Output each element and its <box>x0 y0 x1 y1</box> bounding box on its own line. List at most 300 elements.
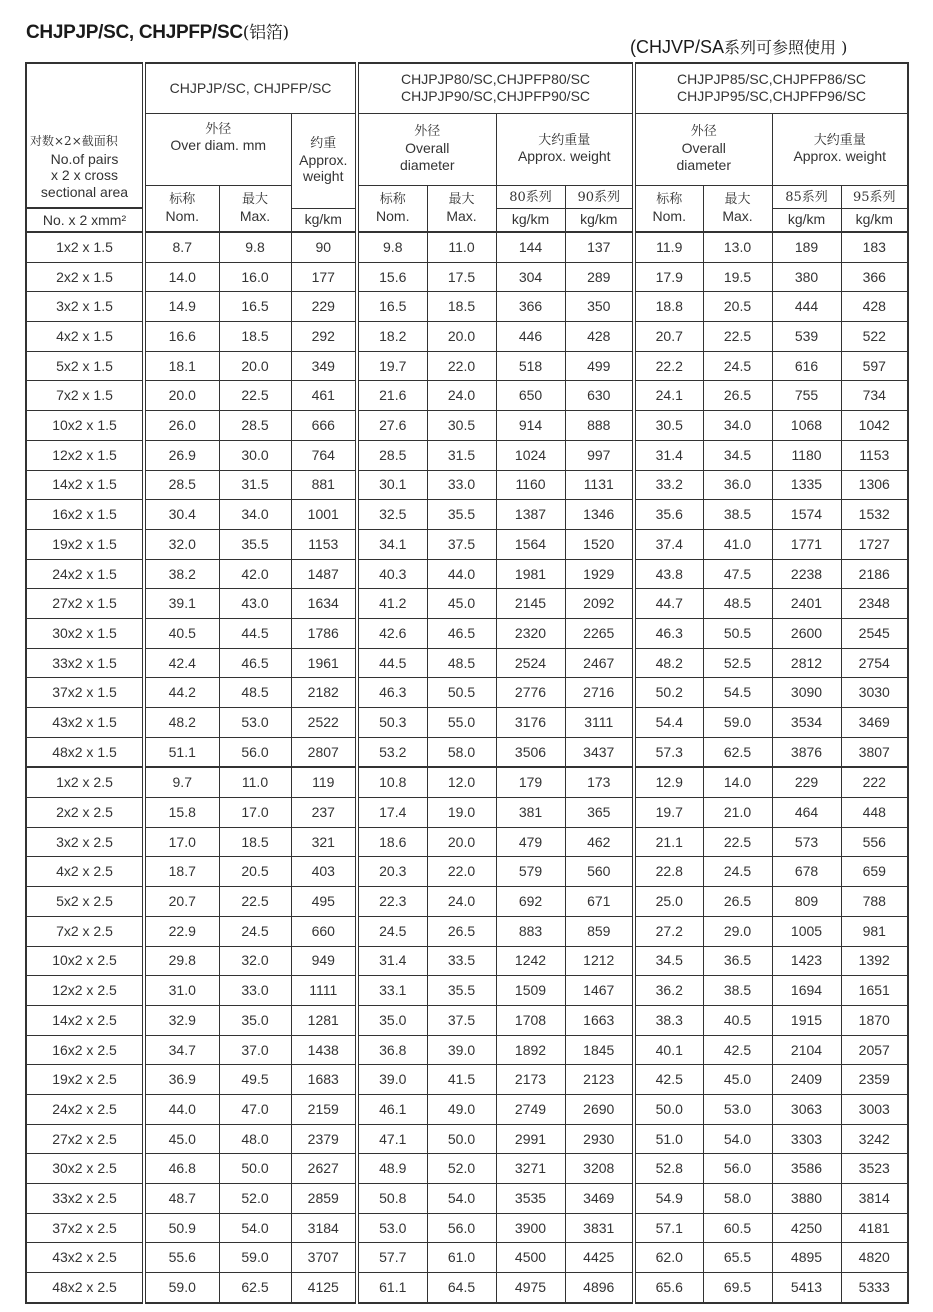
cell-g1-nom: 26.0 <box>144 411 219 441</box>
cell-g3-max: 24.5 <box>703 857 772 887</box>
cell-g3-nom: 50.2 <box>634 678 703 708</box>
cell-g3-nom: 38.3 <box>634 1005 703 1035</box>
cell-g2-w90: 2123 <box>565 1065 634 1095</box>
cell-g3-w95: 1532 <box>841 500 908 530</box>
cell-g1-max: 11.0 <box>219 767 291 797</box>
g2-diam-header <box>357 113 496 185</box>
cell-size: 30x2 x 1.5 <box>26 618 144 648</box>
cell-g3-w95: 4820 <box>841 1243 908 1273</box>
note-suffix: 系列可参照使用 ) <box>724 38 848 57</box>
cell-g3-nom: 40.1 <box>634 1035 703 1065</box>
cell-g2-w90: 3831 <box>565 1213 634 1243</box>
cell-g2-max: 41.5 <box>427 1065 496 1095</box>
cell-g2-nom: 57.7 <box>357 1243 427 1273</box>
cell-g3-w95: 3469 <box>841 708 908 738</box>
cell-g2-max: 55.0 <box>427 708 496 738</box>
cell-g3-w85: 3880 <box>772 1184 841 1214</box>
cell-g3-nom: 11.9 <box>634 232 703 262</box>
table-row <box>26 262 908 292</box>
cell-g3-nom: 21.1 <box>634 827 703 857</box>
table-row <box>26 946 908 976</box>
cell-g3-nom: 24.1 <box>634 381 703 411</box>
cell-g1-max: 53.0 <box>219 708 291 738</box>
cell-g2-nom: 30.1 <box>357 470 427 500</box>
cell-g1-nom: 36.9 <box>144 1065 219 1095</box>
cell-g1-max: 46.5 <box>219 648 291 678</box>
g1-wt-en-2: weight <box>303 168 344 185</box>
cell-size: 2x2 x 2.5 <box>26 798 144 828</box>
cell-g3-max: 26.5 <box>703 381 772 411</box>
cell-g3-w95: 2359 <box>841 1065 908 1095</box>
table-row <box>26 322 908 352</box>
cell-g1-weight: 660 <box>291 916 357 946</box>
cell-g3-w95: 659 <box>841 857 908 887</box>
cell-g1-max: 30.0 <box>219 440 291 470</box>
cell-g2-w90: 3208 <box>565 1154 634 1184</box>
cell-size: 5x2 x 1.5 <box>26 351 144 381</box>
cell-g2-w90: 3437 <box>565 737 634 767</box>
table-row <box>26 1094 908 1124</box>
g2-nom-header <box>357 185 427 232</box>
cell-size: 14x2 x 1.5 <box>26 470 144 500</box>
cell-g3-w95: 734 <box>841 381 908 411</box>
cell-g1-weight: 666 <box>291 411 357 441</box>
s85-label: 85系列 <box>785 189 828 205</box>
g3-nom-en: Nom. <box>652 207 686 224</box>
cell-g3-w95: 597 <box>841 351 908 381</box>
cell-g2-max: 58.0 <box>427 737 496 767</box>
g3-diam-cn: 外径 <box>690 124 717 140</box>
cell-g3-w85: 229 <box>772 767 841 797</box>
cell-g1-weight: 2379 <box>291 1124 357 1154</box>
table-row <box>26 351 908 381</box>
g1-diam-en: Over diam. mm <box>170 137 267 154</box>
g3-nom-header <box>634 185 703 232</box>
cell-g1-nom: 38.2 <box>144 559 219 589</box>
cell-g1-nom: 45.0 <box>144 1124 219 1154</box>
g3-unit-95: kg/km <box>841 208 908 232</box>
cell-g3-max: 26.5 <box>703 887 772 917</box>
cell-g3-nom: 34.5 <box>634 946 703 976</box>
cell-size: 27x2 x 1.5 <box>26 589 144 619</box>
cell-g1-weight: 229 <box>291 292 357 322</box>
cell-g3-max: 41.0 <box>703 529 772 559</box>
table-row <box>26 1243 908 1273</box>
cell-g3-w95: 3523 <box>841 1154 908 1184</box>
cell-g3-max: 38.5 <box>703 976 772 1006</box>
cell-g2-nom: 18.2 <box>357 322 427 352</box>
page-title <box>26 18 289 44</box>
group3-title-line1: CHJPJP85/SC,CHJPFP86/SC <box>676 71 867 88</box>
cell-g1-nom: 16.6 <box>144 322 219 352</box>
cell-g1-max: 9.8 <box>219 232 291 262</box>
cell-g3-max: 58.0 <box>703 1184 772 1214</box>
cell-g3-nom: 51.0 <box>634 1124 703 1154</box>
cell-g2-w80: 179 <box>496 767 565 797</box>
table-row <box>26 470 908 500</box>
cell-size: 43x2 x 1.5 <box>26 708 144 738</box>
cell-g3-max: 45.0 <box>703 1065 772 1095</box>
g3-diam-header <box>634 113 772 185</box>
cell-g2-max: 17.5 <box>427 262 496 292</box>
cell-g3-max: 34.0 <box>703 411 772 441</box>
table-row <box>26 798 908 828</box>
cell-size: 43x2 x 2.5 <box>26 1243 144 1273</box>
cell-g3-w85: 3586 <box>772 1154 841 1184</box>
cell-g2-max: 24.0 <box>427 887 496 917</box>
group2-title-line1: CHJPJP80/SC,CHJPFP80/SC <box>400 71 591 88</box>
cell-g1-max: 48.0 <box>219 1124 291 1154</box>
cell-g1-nom: 26.9 <box>144 440 219 470</box>
cell-size: 4x2 x 2.5 <box>26 857 144 887</box>
cell-g1-max: 34.0 <box>219 500 291 530</box>
cell-g2-w80: 304 <box>496 262 565 292</box>
cell-g1-weight: 764 <box>291 440 357 470</box>
cell-g1-weight: 1001 <box>291 500 357 530</box>
cell-g2-w80: 381 <box>496 798 565 828</box>
cell-g2-max: 46.5 <box>427 618 496 648</box>
cell-g1-weight: 403 <box>291 857 357 887</box>
cell-g3-max: 50.5 <box>703 618 772 648</box>
cell-g2-w90: 499 <box>565 351 634 381</box>
cell-g3-w85: 4895 <box>772 1243 841 1273</box>
cell-g3-nom: 17.9 <box>634 262 703 292</box>
cell-g3-nom: 33.2 <box>634 470 703 500</box>
s80-label: 80系列 <box>509 189 552 205</box>
g2-s80-header <box>496 185 565 208</box>
table-row <box>26 232 908 262</box>
cell-g2-max: 37.5 <box>427 1005 496 1035</box>
cell-size: 14x2 x 2.5 <box>26 1005 144 1035</box>
cell-g3-w95: 788 <box>841 887 908 917</box>
cell-g1-weight: 2627 <box>291 1154 357 1184</box>
cell-g1-weight: 292 <box>291 322 357 352</box>
cell-g2-w90: 4425 <box>565 1243 634 1273</box>
cell-g2-max: 12.0 <box>427 767 496 797</box>
cell-g3-nom: 50.0 <box>634 1094 703 1124</box>
cell-g1-nom: 31.0 <box>144 976 219 1006</box>
cell-g2-w80: 2173 <box>496 1065 565 1095</box>
cell-g2-nom: 50.8 <box>357 1184 427 1214</box>
cell-g1-weight: 237 <box>291 798 357 828</box>
cell-g2-w90: 137 <box>565 232 634 262</box>
cell-g2-w80: 1892 <box>496 1035 565 1065</box>
cell-g1-nom: 9.7 <box>144 767 219 797</box>
cell-g2-w90: 350 <box>565 292 634 322</box>
g3-diam-en-1: Overall <box>681 140 726 156</box>
spec-table <box>25 62 909 1304</box>
cell-g2-max: 20.0 <box>427 827 496 857</box>
cell-g1-nom: 44.2 <box>144 678 219 708</box>
cell-g2-w80: 1160 <box>496 470 565 500</box>
cell-g1-max: 37.0 <box>219 1035 291 1065</box>
cell-g2-max: 18.5 <box>427 292 496 322</box>
cell-g3-w85: 2600 <box>772 618 841 648</box>
cell-size: 16x2 x 1.5 <box>26 500 144 530</box>
table-row <box>26 381 908 411</box>
cell-g1-max: 43.0 <box>219 589 291 619</box>
cell-size: 19x2 x 2.5 <box>26 1065 144 1095</box>
cell-g2-max: 56.0 <box>427 1213 496 1243</box>
cell-size: 24x2 x 1.5 <box>26 559 144 589</box>
cell-g1-max: 50.0 <box>219 1154 291 1184</box>
cell-g3-w95: 4181 <box>841 1213 908 1243</box>
cell-g2-w80: 1242 <box>496 946 565 976</box>
cell-g2-nom: 19.7 <box>357 351 427 381</box>
cell-g3-w95: 522 <box>841 322 908 352</box>
cell-g3-max: 22.5 <box>703 827 772 857</box>
g3-max-header <box>703 185 772 232</box>
g3-wt-cn: 大约重量 <box>813 132 866 148</box>
cell-g1-weight: 881 <box>291 470 357 500</box>
cell-g3-max: 52.5 <box>703 648 772 678</box>
cell-g1-weight: 1683 <box>291 1065 357 1095</box>
cell-g2-max: 37.5 <box>427 529 496 559</box>
cell-g2-max: 24.0 <box>427 381 496 411</box>
table-row <box>26 827 908 857</box>
cell-g1-max: 20.5 <box>219 857 291 887</box>
table-row <box>26 1213 908 1243</box>
cell-g1-weight: 3707 <box>291 1243 357 1273</box>
cell-g1-weight: 461 <box>291 381 357 411</box>
cell-g2-w90: 462 <box>565 827 634 857</box>
cell-g3-max: 14.0 <box>703 767 772 797</box>
g1-wt-en-1: Approx. <box>299 151 348 168</box>
cell-g3-w85: 678 <box>772 857 841 887</box>
cell-g2-w80: 2749 <box>496 1094 565 1124</box>
cell-g3-w95: 2348 <box>841 589 908 619</box>
g2-max-en: Max. <box>446 207 477 224</box>
cell-g3-w85: 1423 <box>772 946 841 976</box>
cell-g1-max: 54.0 <box>219 1213 291 1243</box>
cell-g2-nom: 46.1 <box>357 1094 427 1124</box>
cell-g1-nom: 29.8 <box>144 946 219 976</box>
g3-s85-header <box>772 185 841 208</box>
cell-g2-w90: 1346 <box>565 500 634 530</box>
cell-g3-max: 60.5 <box>703 1213 772 1243</box>
cell-g3-w85: 380 <box>772 262 841 292</box>
cell-g3-w85: 1771 <box>772 529 841 559</box>
cell-g2-max: 50.0 <box>427 1124 496 1154</box>
cell-g3-nom: 62.0 <box>634 1243 703 1273</box>
cell-g1-weight: 90 <box>291 232 357 262</box>
cell-g2-nom: 42.6 <box>357 618 427 648</box>
cell-g2-nom: 40.3 <box>357 559 427 589</box>
cell-g1-max: 49.5 <box>219 1065 291 1095</box>
cell-g3-w95: 2186 <box>841 559 908 589</box>
cell-g1-weight: 4125 <box>291 1273 357 1303</box>
cell-g3-w85: 755 <box>772 381 841 411</box>
cell-g3-w95: 1042 <box>841 411 908 441</box>
cell-g2-w90: 4896 <box>565 1273 634 1303</box>
table-row <box>26 678 908 708</box>
cell-g1-weight: 349 <box>291 351 357 381</box>
table-row <box>26 618 908 648</box>
g1-max-header <box>219 185 291 232</box>
cell-size: 5x2 x 2.5 <box>26 887 144 917</box>
cell-g2-w90: 173 <box>565 767 634 797</box>
cell-g2-w80: 366 <box>496 292 565 322</box>
cell-g3-w95: 981 <box>841 916 908 946</box>
cell-g2-w80: 1708 <box>496 1005 565 1035</box>
cell-g2-w80: 144 <box>496 232 565 262</box>
cell-g3-max: 20.5 <box>703 292 772 322</box>
cell-g2-max: 22.0 <box>427 857 496 887</box>
g1-diam-header <box>144 113 291 185</box>
cell-g2-max: 52.0 <box>427 1154 496 1184</box>
cell-g1-max: 35.5 <box>219 529 291 559</box>
g1-max-en: Max. <box>239 207 271 224</box>
cell-g3-w95: 183 <box>841 232 908 262</box>
cell-g3-w95: 1727 <box>841 529 908 559</box>
s95-label: 95系列 <box>852 189 896 205</box>
cell-g2-w80: 2145 <box>496 589 565 619</box>
cell-g2-max: 33.0 <box>427 470 496 500</box>
cell-g3-w95: 3814 <box>841 1184 908 1214</box>
cell-g1-nom: 55.6 <box>144 1243 219 1273</box>
cell-g3-max: 13.0 <box>703 232 772 262</box>
table-row <box>26 976 908 1006</box>
cell-g2-w90: 2690 <box>565 1094 634 1124</box>
cell-g1-weight: 1786 <box>291 618 357 648</box>
cell-g2-w80: 3535 <box>496 1184 565 1214</box>
cell-g2-nom: 36.8 <box>357 1035 427 1065</box>
cell-g3-w95: 2754 <box>841 648 908 678</box>
group1-title: CHJPJP/SC, CHJPFP/SC <box>144 63 357 113</box>
cell-g1-weight: 2182 <box>291 678 357 708</box>
g3-weight-header <box>772 113 908 185</box>
cell-g2-w80: 479 <box>496 827 565 857</box>
table-body <box>26 232 908 1303</box>
cell-g1-max: 31.5 <box>219 470 291 500</box>
g2-weight-header <box>496 113 634 185</box>
cell-g3-max: 48.5 <box>703 589 772 619</box>
cell-g1-nom: 14.0 <box>144 262 219 292</box>
cell-g3-w85: 3534 <box>772 708 841 738</box>
cell-g1-nom: 15.8 <box>144 798 219 828</box>
cell-g2-nom: 50.3 <box>357 708 427 738</box>
cell-g1-nom: 17.0 <box>144 827 219 857</box>
cell-size: 1x2 x 1.5 <box>26 232 144 262</box>
cell-g1-max: 42.0 <box>219 559 291 589</box>
cell-size: 48x2 x 1.5 <box>26 737 144 767</box>
title-main: CHJPJP/SC, CHJPFP/SC <box>26 22 243 43</box>
cell-g3-nom: 42.5 <box>634 1065 703 1095</box>
cell-g2-nom: 47.1 <box>357 1124 427 1154</box>
cell-g3-w85: 1694 <box>772 976 841 1006</box>
g3-diam-en-2: diameter <box>676 156 731 173</box>
cell-size: 7x2 x 2.5 <box>26 916 144 946</box>
cell-g3-w85: 1180 <box>772 440 841 470</box>
g3-wt-en: Approx. weight <box>793 148 887 165</box>
cell-g3-w95: 556 <box>841 827 908 857</box>
cell-g1-weight: 495 <box>291 887 357 917</box>
cell-size: 10x2 x 1.5 <box>26 411 144 441</box>
cell-g3-w95: 222 <box>841 767 908 797</box>
cell-g3-w85: 444 <box>772 292 841 322</box>
g2-unit-90: kg/km <box>565 208 634 232</box>
cell-g3-w85: 2409 <box>772 1065 841 1095</box>
cell-g2-w90: 560 <box>565 857 634 887</box>
cell-g2-nom: 17.4 <box>357 798 427 828</box>
cell-g3-max: 36.0 <box>703 470 772 500</box>
cell-g3-w95: 5333 <box>841 1273 908 1303</box>
cell-g1-nom: 18.7 <box>144 857 219 887</box>
cell-g2-w80: 2320 <box>496 618 565 648</box>
cell-g2-w80: 3900 <box>496 1213 565 1243</box>
cell-g2-w90: 3111 <box>565 708 634 738</box>
cell-g3-nom: 31.4 <box>634 440 703 470</box>
cell-g2-w90: 859 <box>565 916 634 946</box>
cell-g2-nom: 34.1 <box>357 529 427 559</box>
cell-g3-nom: 20.7 <box>634 322 703 352</box>
cell-g2-w90: 1663 <box>565 1005 634 1035</box>
s90-label: 90系列 <box>577 189 621 205</box>
cell-g1-nom: 48.2 <box>144 708 219 738</box>
cell-g1-max: 56.0 <box>219 737 291 767</box>
cell-g2-w80: 446 <box>496 322 565 352</box>
cell-g3-w95: 3242 <box>841 1124 908 1154</box>
g1-max-cn: 最大 <box>241 192 268 208</box>
cell-g1-max: 48.5 <box>219 678 291 708</box>
cell-g2-w90: 2467 <box>565 648 634 678</box>
table-row <box>26 292 908 322</box>
cell-g1-nom: 51.1 <box>144 737 219 767</box>
cell-g1-max: 44.5 <box>219 618 291 648</box>
cell-g1-weight: 2159 <box>291 1094 357 1124</box>
cell-g3-nom: 36.2 <box>634 976 703 1006</box>
cell-g3-max: 59.0 <box>703 708 772 738</box>
cell-g3-max: 36.5 <box>703 946 772 976</box>
cell-g1-nom: 30.4 <box>144 500 219 530</box>
cell-g2-w80: 1509 <box>496 976 565 1006</box>
cell-g2-max: 11.0 <box>427 232 496 262</box>
table-row <box>26 767 908 797</box>
cell-g2-nom: 22.3 <box>357 887 427 917</box>
cell-g3-max: 65.5 <box>703 1243 772 1273</box>
cell-g3-max: 42.5 <box>703 1035 772 1065</box>
cell-g2-nom: 24.5 <box>357 916 427 946</box>
cell-g2-w90: 630 <box>565 381 634 411</box>
cell-size: 48x2 x 2.5 <box>26 1273 144 1303</box>
g1-wt-cn: 约重 <box>310 135 337 151</box>
cell-g2-w80: 1024 <box>496 440 565 470</box>
group2-title-line2: CHJPJP90/SC,CHJPFP90/SC <box>400 88 591 105</box>
cell-size: 33x2 x 1.5 <box>26 648 144 678</box>
cell-g3-w95: 1870 <box>841 1005 908 1035</box>
g3-nom-cn: 标称 <box>656 192 683 208</box>
cell-g3-max: 29.0 <box>703 916 772 946</box>
cell-size: 16x2 x 2.5 <box>26 1035 144 1065</box>
cell-g1-max: 16.5 <box>219 292 291 322</box>
cell-g2-nom: 27.6 <box>357 411 427 441</box>
cell-g2-w90: 671 <box>565 887 634 917</box>
cell-g3-w95: 428 <box>841 292 908 322</box>
g2-max-header <box>427 185 496 232</box>
cell-g1-nom: 46.8 <box>144 1154 219 1184</box>
cell-size: 10x2 x 2.5 <box>26 946 144 976</box>
cell-g1-weight: 1961 <box>291 648 357 678</box>
cell-g2-w80: 4500 <box>496 1243 565 1273</box>
cell-g2-w90: 428 <box>565 322 634 352</box>
cell-g2-w90: 2265 <box>565 618 634 648</box>
cell-size: 2x2 x 1.5 <box>26 262 144 292</box>
cell-g3-w85: 539 <box>772 322 841 352</box>
cell-g2-nom: 41.2 <box>357 589 427 619</box>
cell-g3-max: 22.5 <box>703 322 772 352</box>
cell-g3-w95: 3003 <box>841 1094 908 1124</box>
cell-g2-w80: 2776 <box>496 678 565 708</box>
